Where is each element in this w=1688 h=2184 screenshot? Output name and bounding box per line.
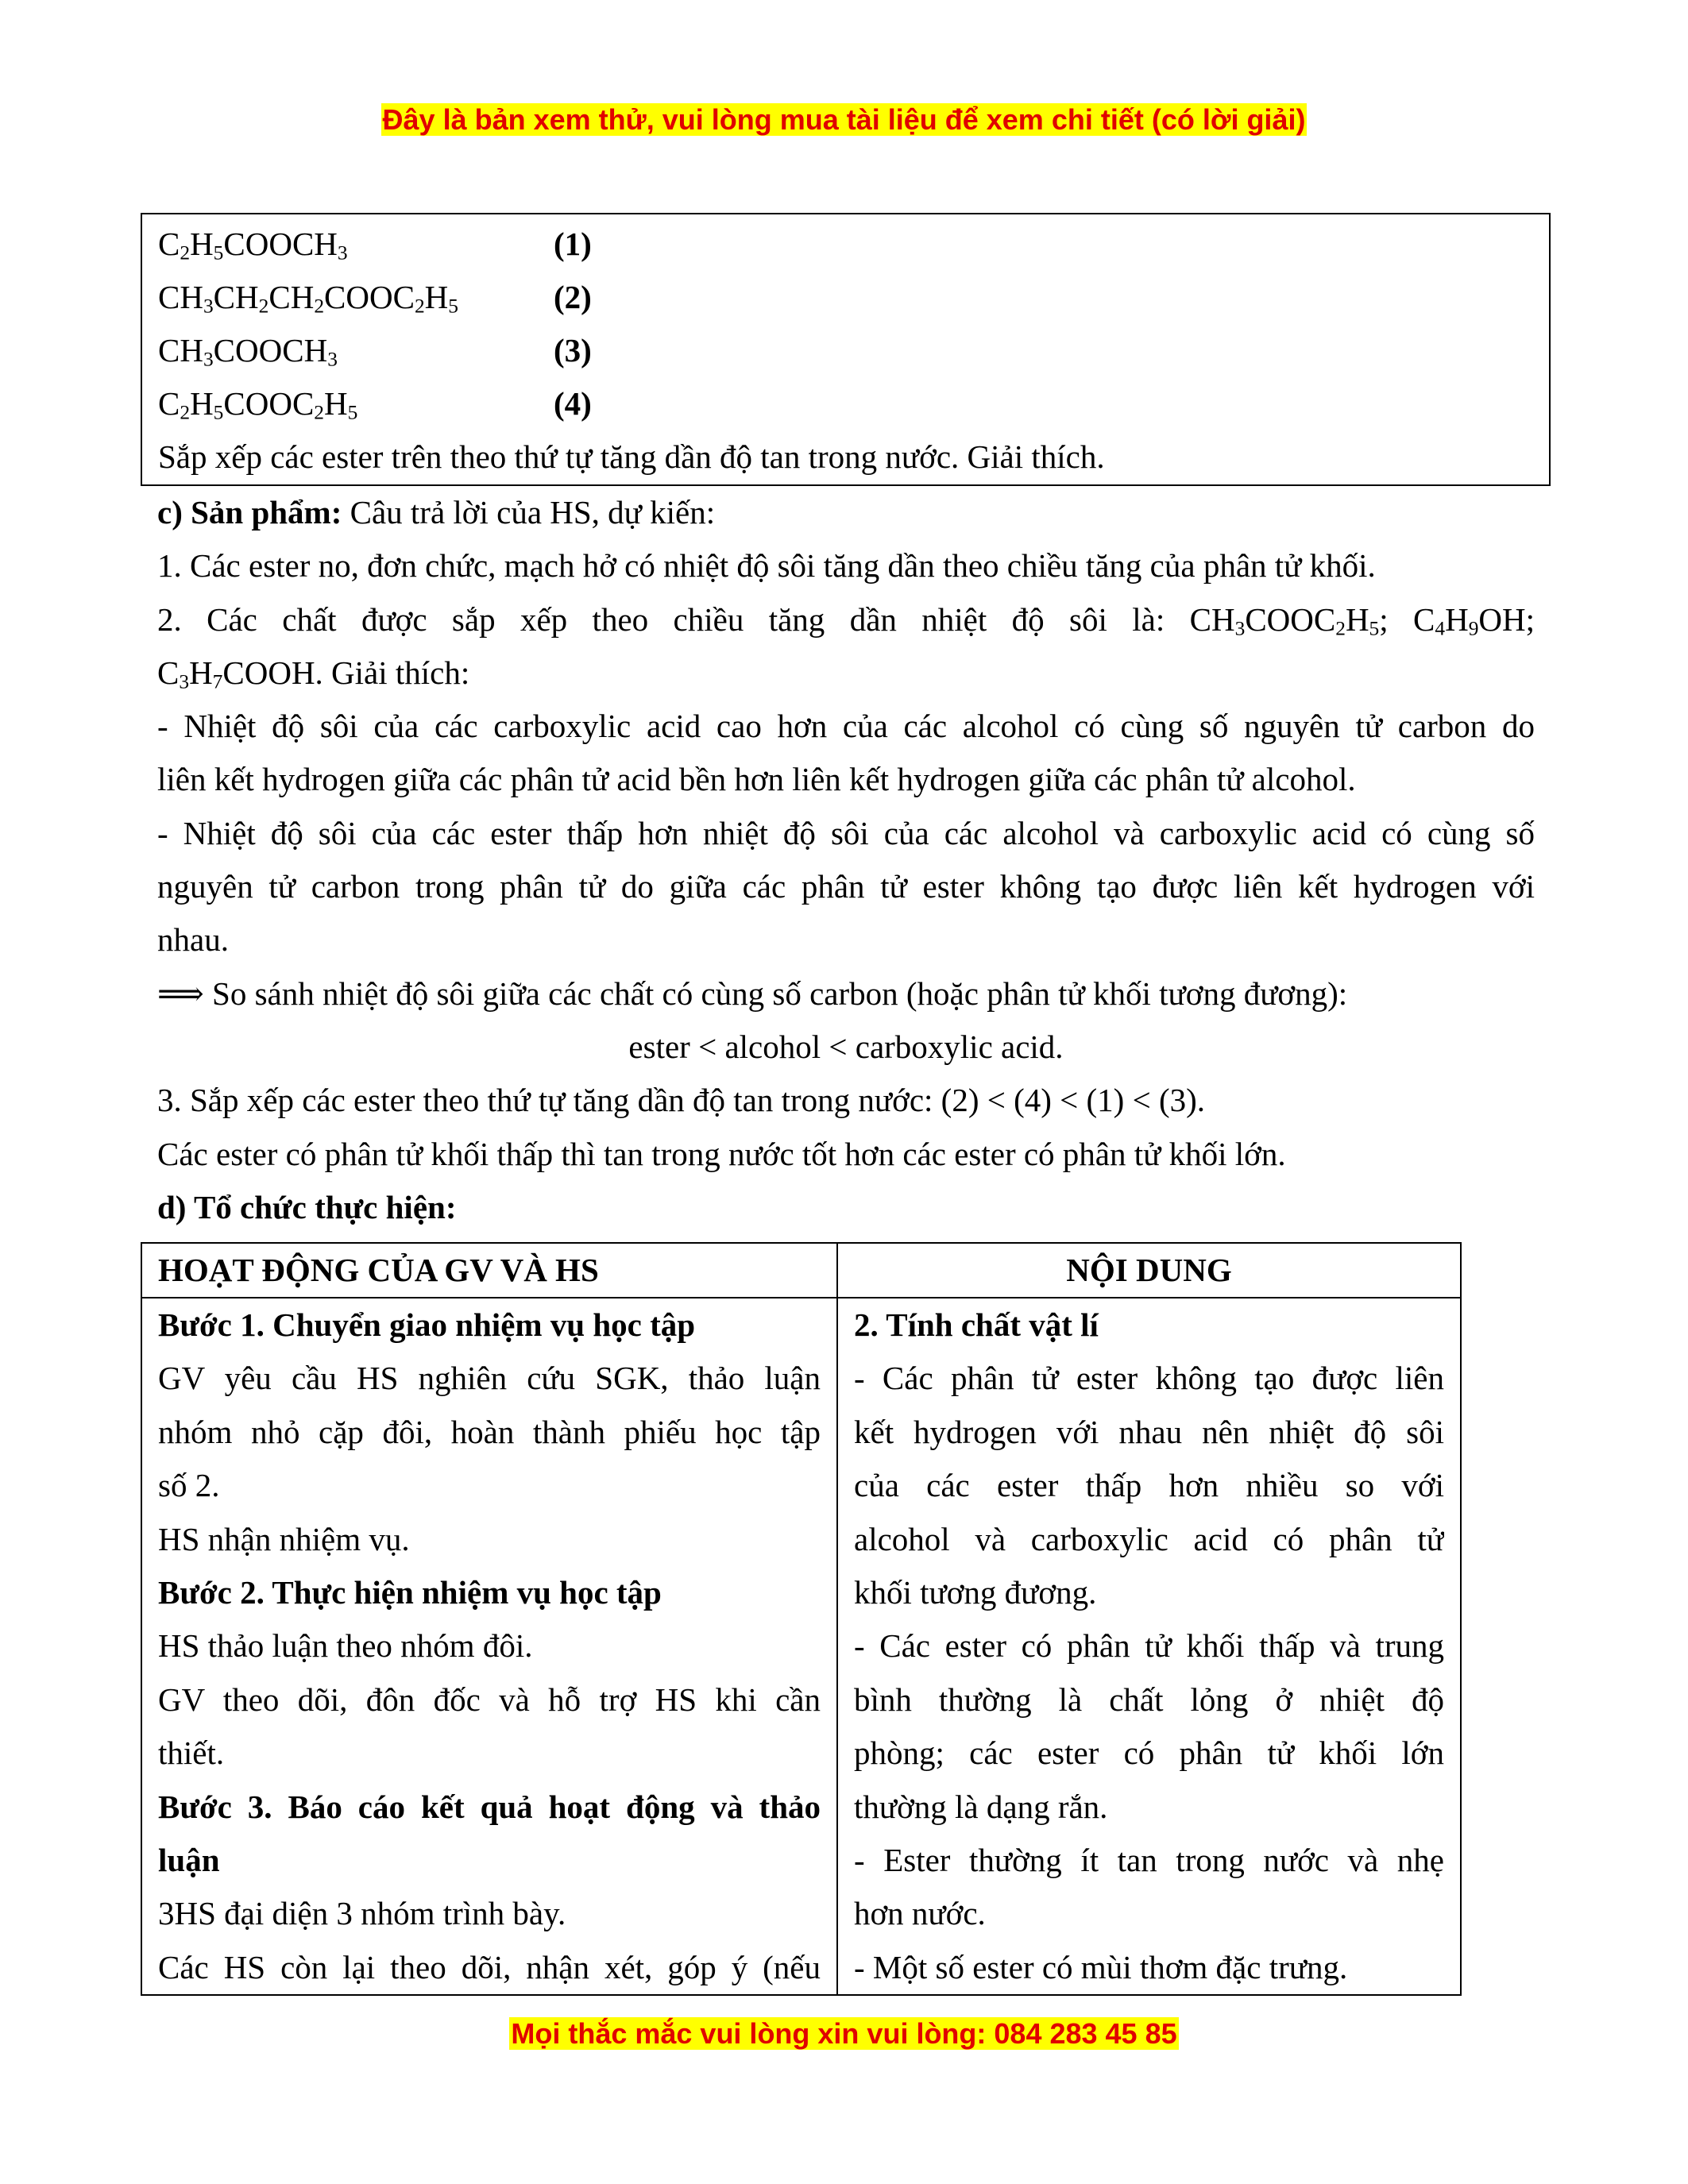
comparison-statement: ⟹ So sánh nhiệt độ sôi giữa các chất có cùng số carbon (hoặc phân tử khối tương đương): bbox=[157, 974, 1348, 1012]
explanation-2-line-1: - Nhiệt độ sôi của các ester thấp hơn nhiệt độ sôi của các alcohol và carboxylic acid có cùng số bbox=[157, 814, 1535, 851]
compound-label: (2) bbox=[554, 279, 592, 315]
compound-row bbox=[158, 377, 1533, 430]
compound-label: (3) bbox=[554, 332, 592, 369]
activity-line: nhóm nhỏ cặp đôi, hoàn thành phiếu học tập bbox=[158, 1413, 821, 1450]
content-line: - Các ester có phân tử khối thấp và trung bbox=[854, 1627, 1444, 1665]
content-line: bình thường là chất lỏng ở nhiệt độ bbox=[854, 1680, 1444, 1718]
compound-formula: $C_2H_5COOC_2H_5$ bbox=[158, 385, 358, 424]
preview-notice-text: Đây là bản xem thử, vui lòng mua tài liệu để xem chi tiết (có lời giải) bbox=[382, 103, 1306, 136]
activity-line: HS nhận nhiệm vụ. bbox=[158, 1520, 410, 1557]
content-line: kết hydrogen với nhau nên nhiệt độ sôi bbox=[854, 1413, 1444, 1450]
compound-label: (1) bbox=[554, 226, 592, 262]
activity-table bbox=[141, 1242, 1462, 1996]
explanation-2-line-2: nguyên tử carbon trong phân tử do giữa các phân tử ester không tạo được liên kết hydrogen với bbox=[157, 868, 1535, 905]
activity-column-header: HOẠT ĐỘNG CỦA GV VÀ HS bbox=[141, 1243, 837, 1298]
organization-heading: d) Tổ chức thực hiện: bbox=[157, 1188, 457, 1225]
activity-line: thiết. bbox=[158, 1734, 225, 1772]
contact-banner bbox=[0, 2017, 1688, 2051]
compound-label: (4) bbox=[554, 385, 592, 422]
compound-row bbox=[158, 324, 1533, 377]
activity-table-body-row bbox=[141, 1298, 1461, 1995]
activity-line: GV theo dõi, đôn đốc và hỗ trợ HS khi cần bbox=[158, 1680, 821, 1718]
question-instruction: Sắp xếp các ester trên theo thứ tự tăng dần độ tan trong nước. Giải thích. bbox=[158, 438, 1105, 475]
content-column-cell bbox=[837, 1298, 1461, 1995]
activity-line: Bước 1. Chuyển giao nhiệm vụ học tập bbox=[158, 1306, 696, 1343]
compound-list bbox=[158, 218, 1533, 430]
activity-line: Bước 3. Báo cáo kết quả hoạt động và thảo bbox=[158, 1788, 821, 1825]
content-line: khối tương đương. bbox=[854, 1573, 1097, 1611]
compound-formula: $CH_3COOCH_3$ bbox=[158, 332, 338, 371]
compound-formula: $CH_3CH_2CH_2COOC_2H_5$ bbox=[158, 279, 458, 318]
content-line: phòng; các ester có phân tử khối lớn bbox=[854, 1734, 1444, 1772]
product-heading: c) Sản phẩm: bbox=[157, 494, 342, 531]
activity-column-cell bbox=[141, 1298, 837, 1995]
content-line: của các ester thấp hơn nhiều so với bbox=[854, 1467, 1444, 1504]
explanation-1-line-2: liên kết hydrogen giữa các phân tử acid bền hơn liên kết hydrogen giữa các phân tử alcohol. bbox=[157, 761, 1356, 798]
activity-line: HS thảo luận theo nhóm đôi. bbox=[158, 1627, 533, 1665]
compound-formula: $C_2H_5COOCH_3$ bbox=[158, 226, 348, 264]
product-intro: Câu trả lời của HS, dự kiến: bbox=[342, 494, 716, 531]
answer-3-explanation: Các ester có phân tử khối thấp thì tan trong nước tốt hơn các ester có phân tử khối lớn. bbox=[157, 1135, 1286, 1172]
answer-section bbox=[157, 486, 1535, 1234]
answer-3: 3. Sắp xếp các ester theo thứ tự tăng dần độ tan trong nước: (2) < (4) < (1) < (3). bbox=[157, 1082, 1206, 1119]
activity-table-header-row bbox=[141, 1243, 1461, 1298]
answer-2-line-1: 2. Các chất được sắp xếp theo chiều tăng dần nhiệt độ sôi là: $CH_3COOC_2H_5$; $C_4H_9OH$; bbox=[157, 600, 1535, 640]
activity-line: luận bbox=[158, 1841, 220, 1878]
content-line: hơn nước. bbox=[854, 1895, 986, 1932]
activity-line: số 2. bbox=[158, 1467, 220, 1504]
comparison-order: ester < alcohol < carboxylic acid. bbox=[628, 1028, 1064, 1065]
explanation-2-line-3: nhau. bbox=[157, 921, 229, 959]
preview-notice-banner bbox=[0, 103, 1688, 137]
content-line: 2. Tính chất vật lí bbox=[854, 1306, 1099, 1343]
content-line: - Các phân tử ester không tạo được liên bbox=[854, 1360, 1444, 1397]
activity-line: GV yêu cầu HS nghiên cứu SGK, thảo luận bbox=[158, 1360, 821, 1397]
content-line: - Một số ester có mùi thơm đặc trưng. bbox=[854, 1948, 1348, 1985]
answer-2-line-2: $C_3H_7COOH$. Giải thích: bbox=[157, 654, 470, 693]
product-heading-line bbox=[157, 486, 1535, 539]
content-column-header: NỘI DUNG bbox=[837, 1243, 1461, 1298]
explanation-1-line-1: - Nhiệt độ sôi của các carboxylic acid cao hơn của các alcohol có cùng số nguyên tử carbon do bbox=[157, 708, 1535, 745]
compound-row bbox=[158, 271, 1533, 324]
compound-row bbox=[158, 218, 1533, 271]
activity-line: 3HS đại diện 3 nhóm trình bày. bbox=[158, 1895, 566, 1932]
question-box bbox=[141, 213, 1551, 486]
content-line: alcohol và carboxylic acid có phân tử bbox=[854, 1520, 1444, 1557]
activity-line: Các HS còn lại theo dõi, nhận xét, góp ý (nếu bbox=[158, 1948, 821, 1985]
answer-1: 1. Các ester no, đơn chức, mạch hở có nhiệt độ sôi tăng dần theo chiều tăng của phân tử khối. bbox=[157, 547, 1376, 585]
activity-line: Bước 2. Thực hiện nhiệm vụ học tập bbox=[158, 1573, 662, 1611]
content-line: - Ester thường ít tan trong nước và nhẹ bbox=[854, 1841, 1444, 1878]
content-line: thường là dạng rắn. bbox=[854, 1788, 1108, 1825]
contact-text: Mọi thắc mắc vui lòng xin vui lòng: 084 283 45 85 bbox=[511, 2017, 1177, 2050]
